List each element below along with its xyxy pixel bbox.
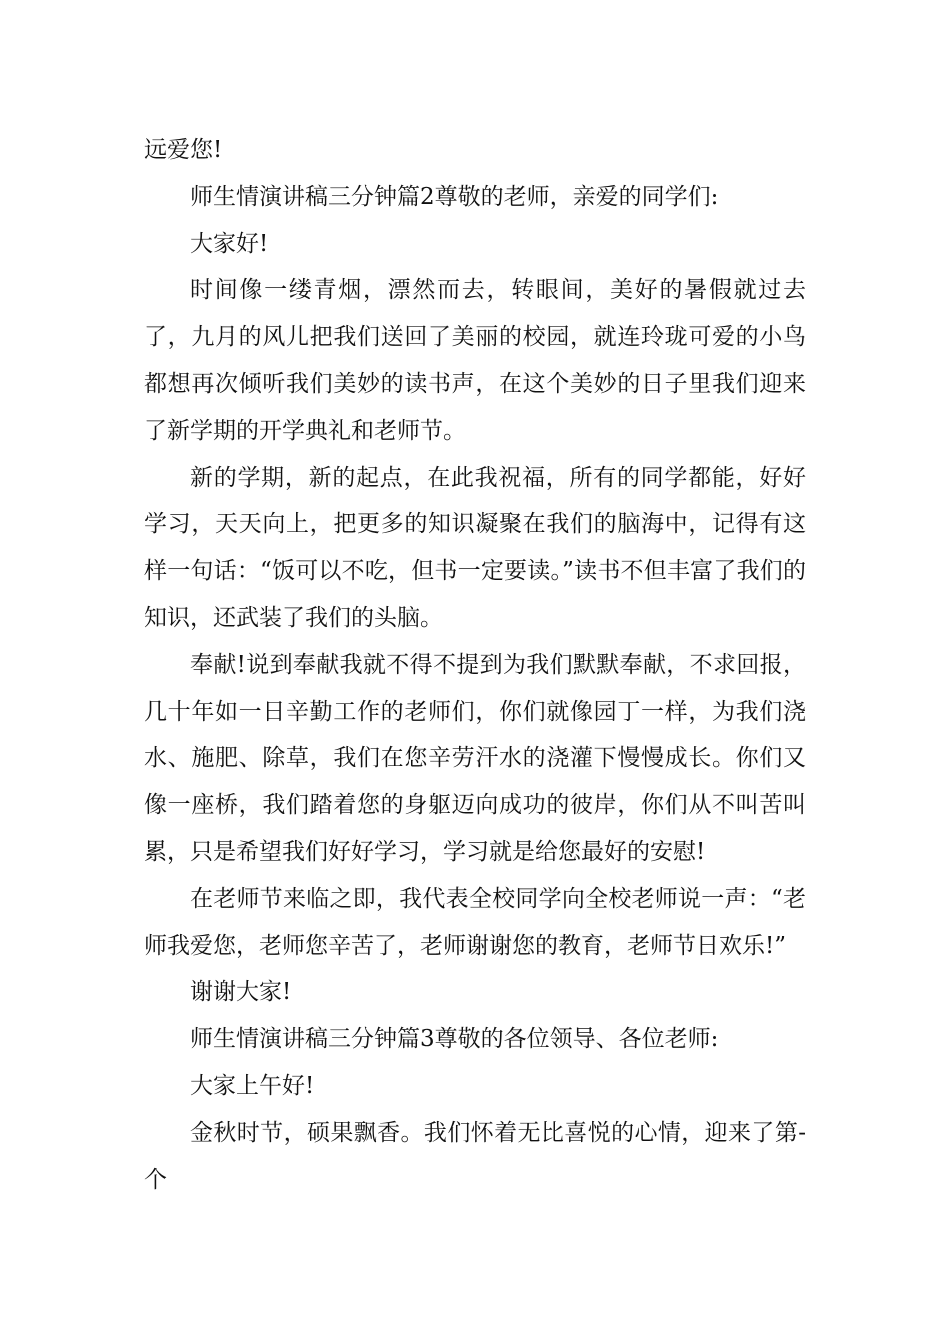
- paragraph-speech-2-heading: 师生情演讲稿三分钟篇2尊敬的老师，亲爱的同学们:: [190, 183, 719, 210]
- paragraph-morning-greeting: 大家上午好!: [190, 1072, 315, 1099]
- paragraph-teachers-day: 在老师节来临之即，我代表全校同学向全校老师说一声：“老师我爱您，老师您辛苦了，老师谢谢您的教育，老师节日欢乐!”: [144, 885, 806, 959]
- paragraph-continuation: 远爱您!: [144, 137, 223, 163]
- paragraph-greeting: 大家好!: [190, 230, 269, 257]
- paragraph-dedication: 奉献!说到奉献我就不得不提到为我们默默奉献，不求回报，几十年如一日辛勤工作的老师们，你们就像园丁一样，为我们浇水、施肥、除草，我们在您辛劳汗水的浇灌下慢慢成长。你们又像一座桥，我们踏着您的身躯迈向成功的彼岸，你们从不叫苦叫累，只是希望我们好好学习，学习就是给您最好的安慰!: [144, 651, 806, 865]
- document-body: [144, 127, 806, 1203]
- paragraph-autumn: 金秋时节，硕果飘香。我们怀着无比喜悦的心情，迎来了第-个: [144, 1119, 806, 1193]
- paragraph-summer: 时间像一缕青烟，漂然而去，转眼间，美好的暑假就过去了，九月的风儿把我们送回了美丽的校园，就连玲珑可爱的小鸟都想再次倾听我们美妙的读书声，在这个美妙的日子里我们迎来了新学期的开学典礼和老师节。: [144, 277, 806, 444]
- paragraph-speech-3-heading: 师生情演讲稿三分钟篇3尊敬的各位领导、各位老师:: [190, 1026, 719, 1053]
- paragraph-new-semester: 新的学期，新的起点，在此我祝福，所有的同学都能，好好学习，天天向上，把更多的知识凝聚在我们的脑海中，记得有这样一句话：“饭可以不吃，但书一定要读。”读书不但丰富了我们的知识，还武装了我们的头脑。: [144, 464, 806, 631]
- paragraph-thanks: 谢谢大家!: [190, 979, 292, 1006]
